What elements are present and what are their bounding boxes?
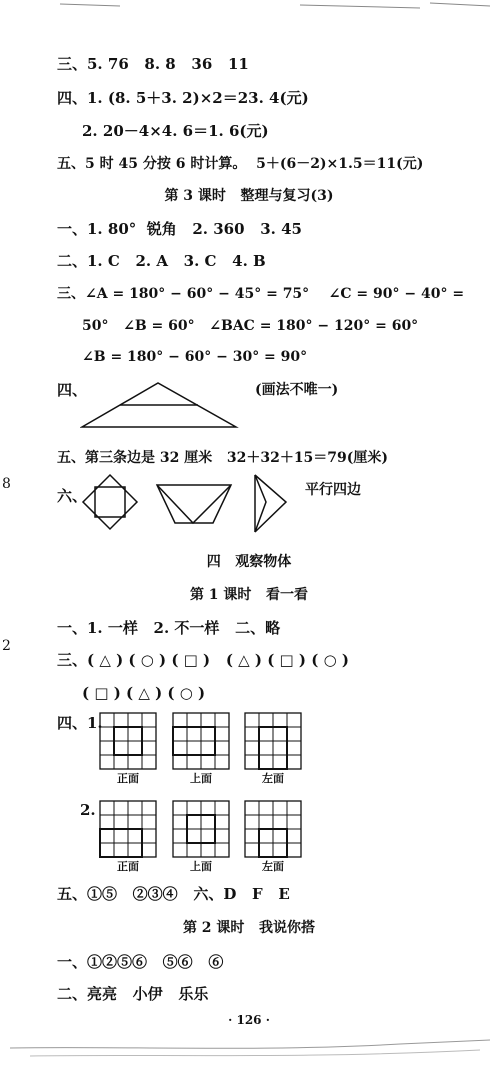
answer-line: 一、①②⑤⑥ ⑤⑥ ⑥ xyxy=(57,953,224,971)
grid-left-2 xyxy=(244,800,302,858)
answer-line: 五、①⑤ ②③④ 六、D F E xyxy=(57,885,290,903)
view-caption: 左面 xyxy=(262,772,284,785)
section-heading: 第 2 课时 我说你搭 xyxy=(182,920,316,936)
view-caption: 正面 xyxy=(117,772,139,785)
grid-front-2 xyxy=(99,800,157,858)
parallelogram-figure xyxy=(250,472,290,536)
grid-top-2 xyxy=(172,800,230,858)
answer-line: ( □ ) ( △ ) ( ○ ) xyxy=(82,684,206,702)
scan-edge-top xyxy=(0,0,498,12)
answer-line: 三、5. 76 8. 8 36 11 xyxy=(57,55,249,73)
answer-line: 一、1. 80° 锐角 2. 360 3. 45 xyxy=(57,220,302,238)
answer-line: 四、1. (8. 5＋3. 2)×2＝23. 4(元) xyxy=(57,89,309,107)
answer-line: 六、 xyxy=(57,487,88,505)
answer-line: ∠B = 180° − 60° − 30° = 90° xyxy=(82,349,308,365)
trapezoid-figure xyxy=(155,482,233,526)
grid-left-1 xyxy=(244,712,302,770)
triangle-figure xyxy=(80,380,240,430)
answer-line: 二、亮亮 小伊 乐乐 xyxy=(57,985,209,1003)
view-caption: 正面 xyxy=(117,860,139,873)
answer-line: 三、∠A = 180° − 60° − 45° = 75° ∠C = 90° − 40° = xyxy=(57,286,465,302)
answer-line: 一、1. 一样 2. 不一样 二、略 xyxy=(57,619,281,637)
square-diamond-figure xyxy=(80,472,140,532)
answer-line: 四、1. xyxy=(57,714,103,732)
answer-line: 二、1. C 2. A 3. C 4. B xyxy=(57,252,266,270)
scan-edge-bottom xyxy=(0,1026,498,1066)
answer-text: 平行四边 xyxy=(305,482,361,498)
answer-line: 2. 20－4×4. 6＝1. 6(元) xyxy=(82,122,269,140)
view-caption: 上面 xyxy=(190,860,212,873)
answer-line: 50° ∠B = 60° ∠BAC = 180° − 120° = 60° xyxy=(82,318,419,334)
grid-front-1 xyxy=(99,712,157,770)
margin-mark: 2 xyxy=(2,638,11,654)
answer-line: 四、 xyxy=(57,381,88,399)
answer-line: 五、第三条边是 32 厘米 32＋32＋15＝79(厘米) xyxy=(57,450,389,466)
view-caption: 左面 xyxy=(262,860,284,873)
answer-line: 2. xyxy=(80,801,96,819)
page-number: · 126 · xyxy=(228,1013,270,1027)
section-heading: 第 1 课时 看一看 xyxy=(189,587,309,603)
chapter-heading: 四 观察物体 xyxy=(206,554,292,570)
answer-line: 五、5 时 45 分按 6 时计算。 5＋(6－2)×1.5＝11(元) xyxy=(57,156,424,172)
view-caption: 上面 xyxy=(190,772,212,785)
grid-top-1 xyxy=(172,712,230,770)
margin-mark: 8 xyxy=(2,476,11,492)
note-text: (画法不唯一) xyxy=(255,382,339,398)
answer-line: 三、( △ ) ( ○ ) ( □ ) ( △ ) ( □ ) ( ○ ) xyxy=(57,651,349,669)
section-heading: 第 3 课时 整理与复习(3) xyxy=(164,188,334,204)
